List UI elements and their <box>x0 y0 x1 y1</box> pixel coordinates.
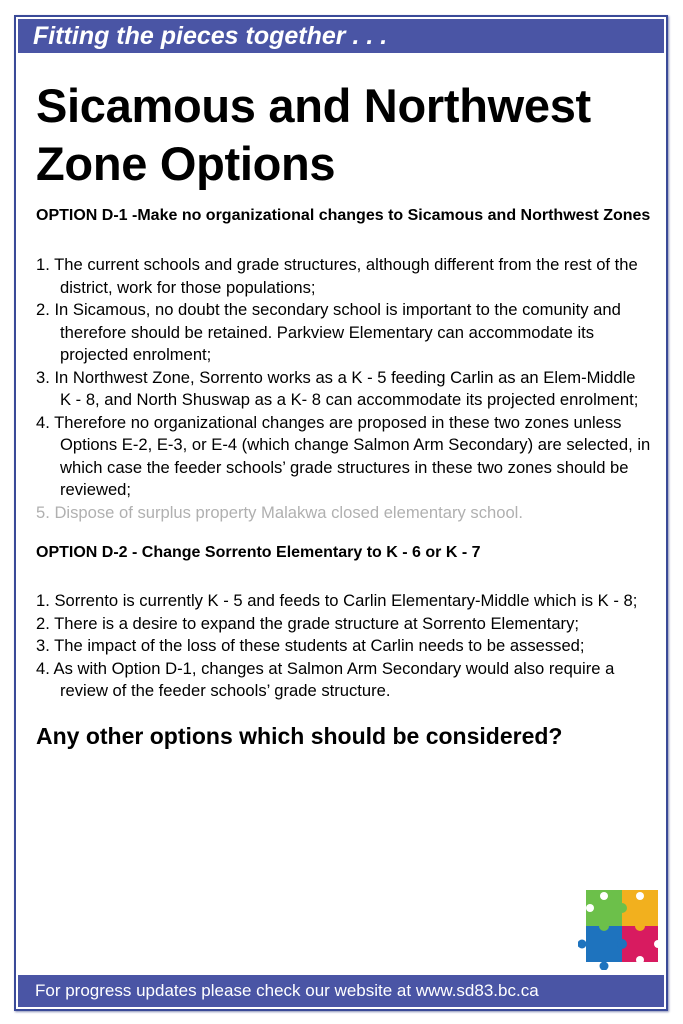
option-d1-code: OPTION D-1 - <box>36 207 138 224</box>
option-d2-list <box>36 590 651 703</box>
list-item: 5. Dispose of surplus property Malakwa closed elementary school. <box>36 502 523 522</box>
footer-band: For progress updates please check our website at www.sd83.bc.ca <box>18 975 664 1007</box>
header-band: Fitting the pieces together . . . <box>18 19 664 53</box>
option-d1-heading <box>36 205 651 227</box>
list-item: 1. Sorrento is currently K - 5 and feeds to Carlin Elementary-Middle which is K - 8; <box>36 591 638 610</box>
closing-question: Any other options which should be considered? <box>36 722 563 749</box>
puzzle-pieces-icon <box>578 888 660 970</box>
list-item: 1. The current schools and grade structures, although different from the rest of the district, work for those populations; <box>36 255 638 297</box>
page-title: Sicamous and Northwest Zone Options <box>36 79 591 190</box>
puzzle-piece-blue <box>586 926 622 962</box>
list-item: 4. Therefore no organizational changes are proposed in these two zones unless Options E-2, E-3, or E-4 (which change Salmon Arm Secondary) are selected, in which case the feeder schools’ grade structures in these two zones should be reviewed; <box>36 412 651 499</box>
list-item: 2. In Sicamous, no doubt the secondary school is important to the comunity and therefore should be retained. Parkview Elementary can accommodate its projected enrolment; <box>36 300 621 364</box>
option-d1-title: Make no organizational changes to Sicamous and Northwest Zones <box>137 207 651 224</box>
list-item: 2. There is a desire to expand the grade structure at Sorrento Elementary; <box>36 613 579 633</box>
poster-frame <box>14 15 668 1011</box>
list-item: 3. The impact of the loss of these students at Carlin needs to be assessed; <box>36 636 585 655</box>
list-item: 3. In Northwest Zone, Sorrento works as a K - 5 feeding Carlin as an Elem-Middle K - 8, and North Shuswap as a K- 8 can accommodate its projected enrolment; <box>36 367 639 409</box>
list-item: 4. As with Option D-1, changes at Salmon Arm Secondary would also require a review of the feeder schools’ grade structure. <box>36 658 615 700</box>
content <box>36 77 651 751</box>
option-d2-heading: OPTION D-2 - Change Sorrento Elementary to K - 6 or K - 7 <box>36 544 481 561</box>
option-d1-list <box>36 254 651 524</box>
